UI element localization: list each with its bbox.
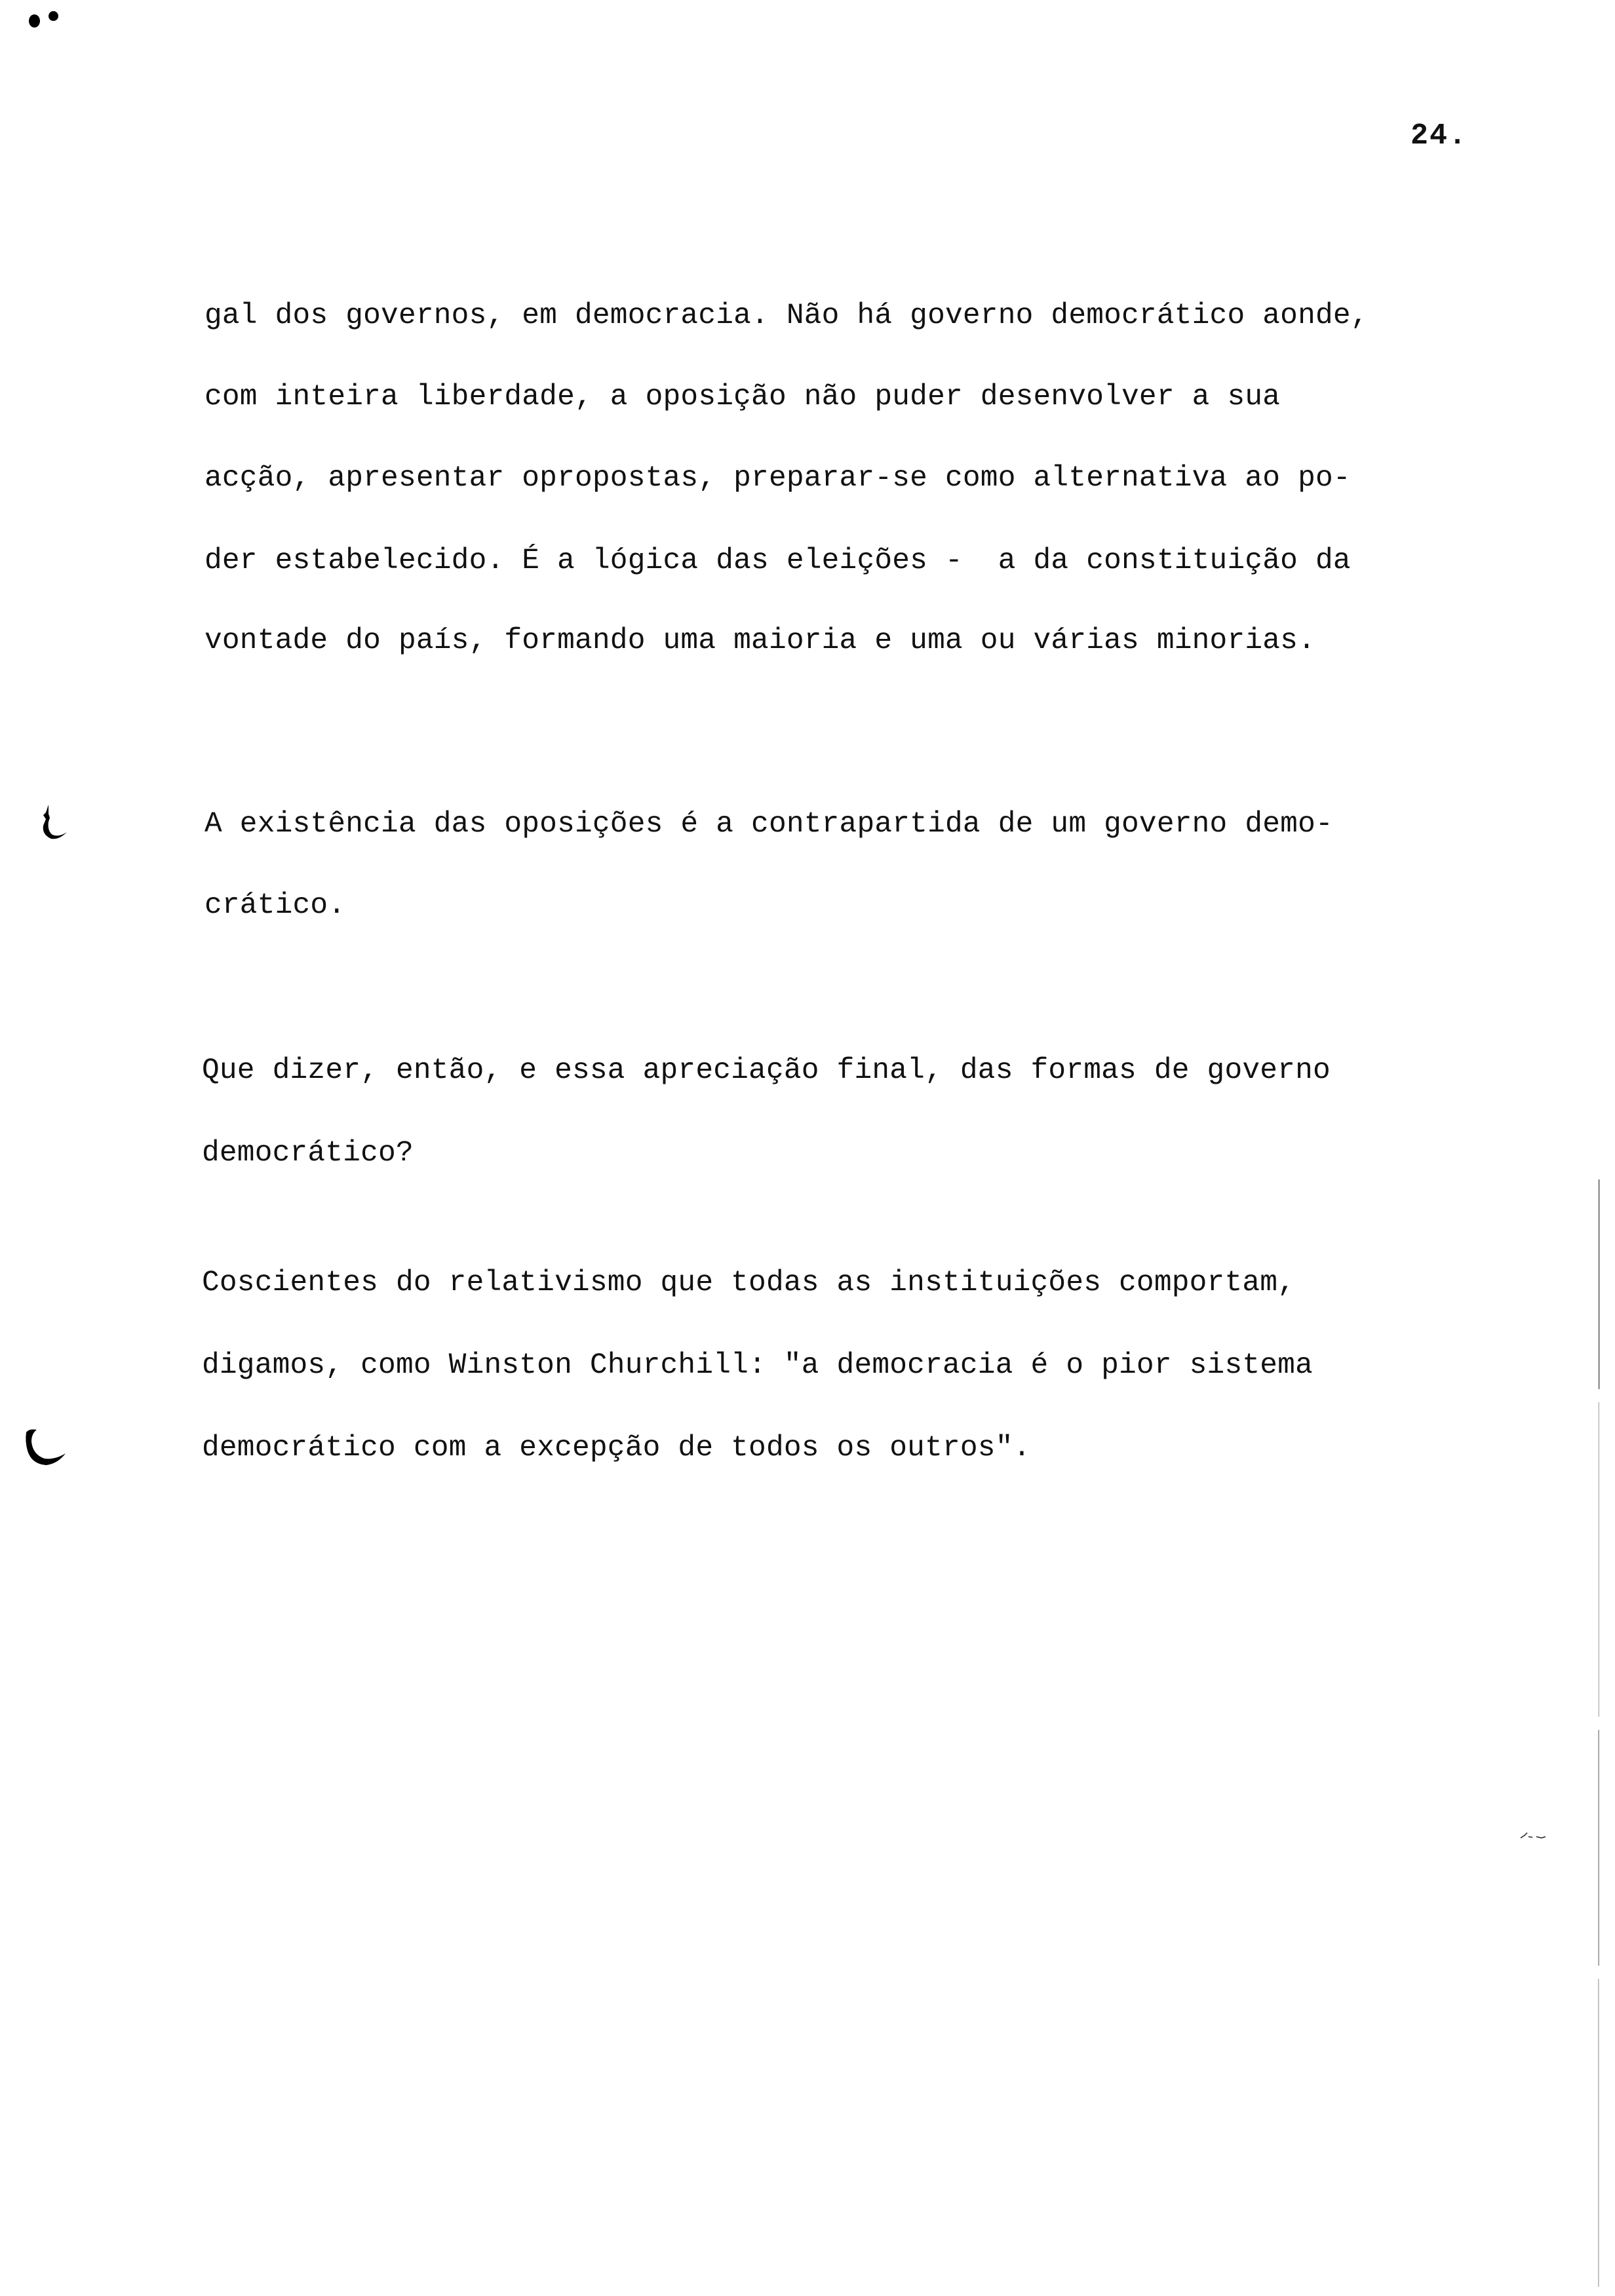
text-line: acção, apresentar opropostas, preparar-se como alternativa ao po- bbox=[204, 462, 1351, 495]
page-number: 24. bbox=[1411, 119, 1468, 153]
ink-dot bbox=[49, 11, 58, 21]
handwritten-check-mark-icon bbox=[22, 1423, 68, 1476]
text-line: Coscientes do relativismo que todas as instituições comportam, bbox=[202, 1267, 1296, 1299]
text-line: com inteira liberdade, a oposição não puder desenvolver a sua bbox=[204, 381, 1281, 413]
scan-smudge bbox=[1519, 1831, 1552, 1839]
text-line: A existência das oposições é a contrapartida de um governo demo- bbox=[204, 808, 1333, 841]
text-line: digamos, como Winston Churchill: "a democracia é o pior sistema bbox=[202, 1349, 1313, 1382]
text-line: crático. bbox=[204, 889, 346, 922]
text-line: gal dos governos, em democracia. Não há governo democrático aonde, bbox=[204, 299, 1369, 332]
text-line: democrático? bbox=[202, 1137, 414, 1170]
text-line: Que dizer, então, e essa apreciação final, das formas de governo bbox=[202, 1054, 1331, 1087]
text-line: der estabelecido. É a lógica das eleições - a da constituição da bbox=[204, 545, 1351, 577]
scan-edge-line bbox=[1598, 1179, 1601, 2287]
text-line: democrático com a excepção de todos os outros". bbox=[202, 1432, 1031, 1464]
handwritten-check-mark-icon bbox=[29, 799, 68, 852]
corner-ink-dots bbox=[26, 9, 66, 29]
ink-dot bbox=[29, 14, 40, 28]
text-line: vontade do país, formando uma maioria e uma ou várias minorias. bbox=[204, 624, 1315, 657]
